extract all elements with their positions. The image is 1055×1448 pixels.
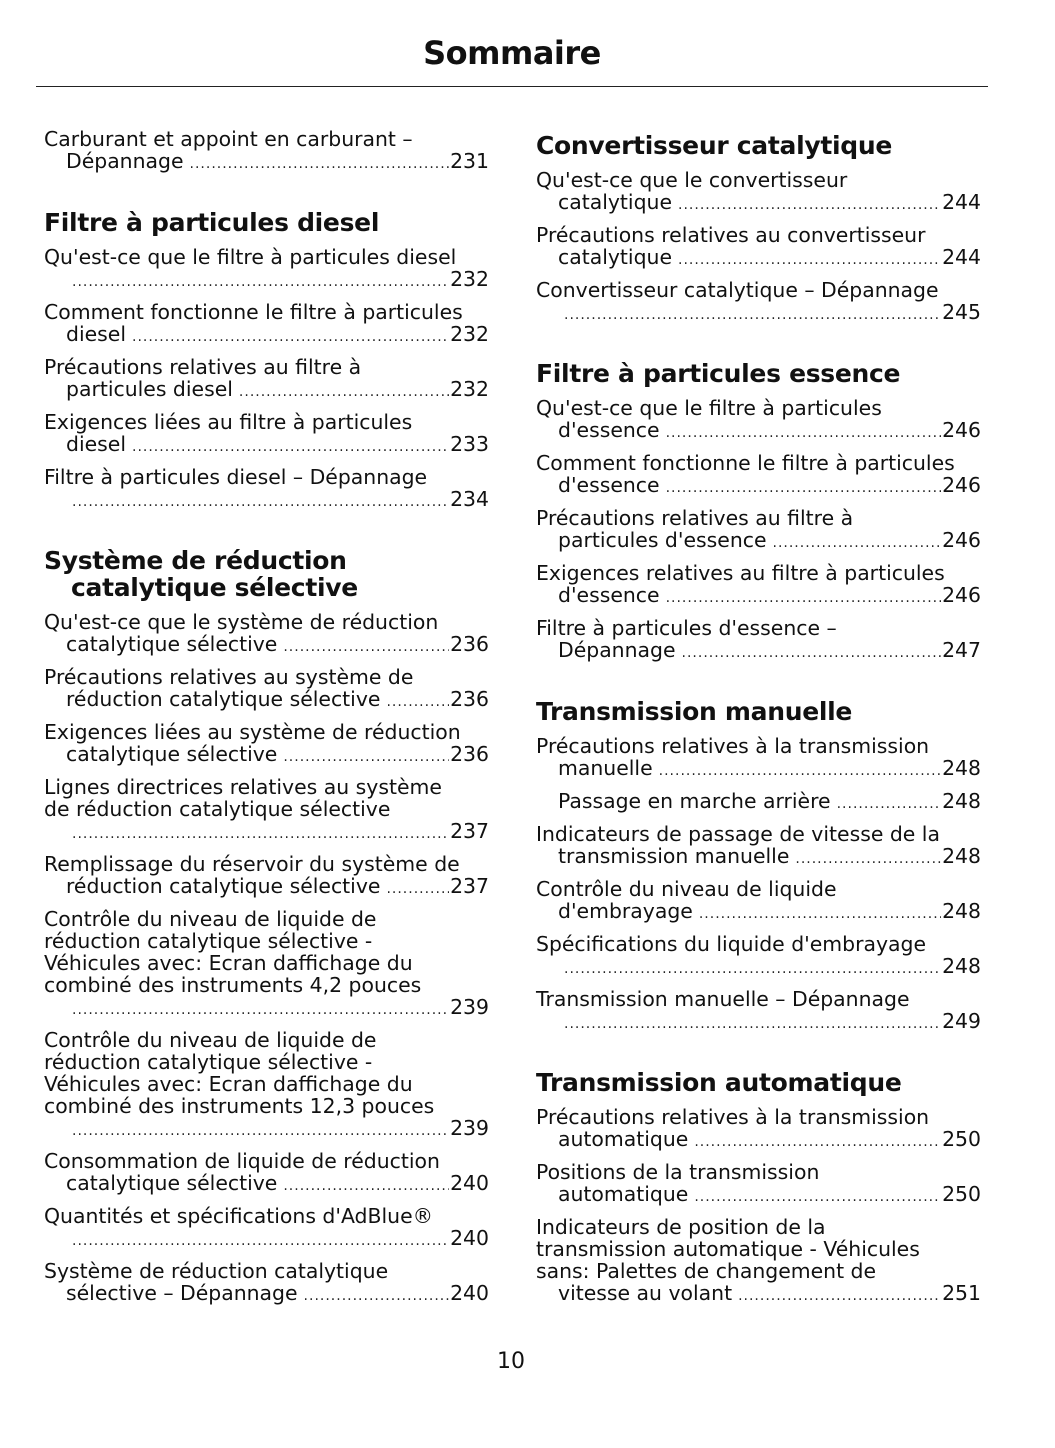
toc-entry-title-line: Précautions relatives au convertisseur: [536, 223, 926, 247]
toc-entry[interactable]: [536, 1216, 981, 1307]
toc-entry-title-tail: réduction catalytique sélective: [66, 874, 381, 898]
toc-entry-page-number[interactable]: 239: [450, 1116, 489, 1140]
toc-entry[interactable]: [536, 279, 981, 326]
toc-entry-page-number[interactable]: 232: [450, 267, 489, 291]
page-number: 10: [497, 1349, 525, 1374]
toc-entry[interactable]: [44, 466, 489, 513]
toc-entry-leader: [558, 790, 981, 815]
toc-entry-leader: [66, 688, 489, 713]
toc-entry[interactable]: [44, 776, 489, 845]
dot-leader: [738, 1285, 941, 1307]
toc-entry-title-line: transmission automatique - Véhicules: [536, 1237, 920, 1261]
dot-leader: [837, 793, 941, 815]
section-heading: Filtre à particules essence: [536, 359, 901, 388]
toc-entry-leader: [66, 996, 489, 1021]
dot-leader: [72, 271, 449, 293]
toc-entry-title-tail: d'embrayage: [558, 899, 693, 923]
dot-leader: [386, 691, 449, 713]
toc-entry-title-tail: catalytique sélective: [66, 742, 278, 766]
toc-entry-page-number[interactable]: 240: [450, 1281, 489, 1305]
toc-entry-page-number[interactable]: 247: [942, 638, 981, 662]
toc-entry[interactable]: [44, 908, 489, 1021]
toc-entry[interactable]: [44, 1260, 489, 1307]
toc-entry-title-tail: catalytique sélective: [66, 632, 278, 656]
toc-entry-leader: [558, 474, 981, 499]
toc-entry[interactable]: [44, 356, 489, 403]
toc-entry-title-line: Indicateurs de position de la: [536, 1215, 826, 1239]
toc-entry-page-number[interactable]: 248: [942, 954, 981, 978]
dot-leader: [72, 1230, 449, 1252]
toc-entry-title-tail: diesel: [66, 322, 126, 346]
toc-entry-page-number[interactable]: 231: [450, 149, 489, 173]
toc-entry-title-line: Qu'est-ce que le système de réduction: [44, 610, 439, 634]
toc-entry-leader: [558, 955, 981, 980]
toc-entry-title-line: Contrôle du niveau de liquide de: [44, 907, 377, 931]
toc-entry-page-number[interactable]: 246: [942, 528, 981, 552]
toc-entry-page-number[interactable]: 248: [942, 756, 981, 780]
toc-entry-page-number[interactable]: 236: [450, 742, 489, 766]
toc-entry-page-number[interactable]: 248: [942, 899, 981, 923]
toc-entry-page-number[interactable]: 250: [942, 1182, 981, 1206]
toc-entry[interactable]: [536, 823, 981, 870]
toc-entry-leader: [558, 845, 981, 870]
toc-entry-leader: [66, 150, 489, 175]
dot-leader: [72, 999, 449, 1021]
toc-entry-leader: [66, 743, 489, 768]
dot-leader: [386, 878, 449, 900]
toc-entry[interactable]: [44, 411, 489, 458]
toc-entry-page-number[interactable]: 239: [450, 995, 489, 1019]
toc-entry[interactable]: [44, 301, 489, 348]
toc-entry-title-tail: automatique: [558, 1182, 689, 1206]
toc-entry[interactable]: [536, 452, 981, 499]
dot-leader: [773, 532, 942, 554]
dot-leader: [564, 1013, 941, 1035]
toc-entry-title-tail: manuelle: [558, 756, 653, 780]
toc-entry-title-line: Qu'est-ce que le convertisseur: [536, 168, 848, 192]
toc-entry[interactable]: [536, 562, 981, 609]
toc-entry-title-line: Système de réduction catalytique: [44, 1259, 389, 1283]
toc-entry-page-number[interactable]: 251: [942, 1281, 981, 1305]
toc-entry-title-line: Contrôle du niveau de liquide de: [44, 1028, 377, 1052]
toc-entry-title-line: Contrôle du niveau de liquide: [536, 877, 837, 901]
toc-entry-title-tail: Dépannage: [66, 149, 184, 173]
toc-entry-leader: [66, 433, 489, 458]
dot-leader: [666, 477, 942, 499]
toc-entry-leader: [558, 301, 981, 326]
toc-entry-title-tail: Passage en marche arrière: [558, 789, 831, 813]
toc-entry-page-number[interactable]: 245: [942, 300, 981, 324]
toc-entry-title-line: Consommation de liquide de réduction: [44, 1149, 440, 1173]
dot-leader: [682, 642, 942, 664]
toc-entry-title-tail: diesel: [66, 432, 126, 456]
toc-entry-title-line: Indicateurs de passage de vitesse de la: [536, 822, 940, 846]
toc-left-column: [44, 128, 489, 1315]
toc-entry-leader: [558, 1010, 981, 1035]
toc-entry[interactable]: [536, 988, 981, 1035]
toc-entry-title-line: réduction catalytique sélective -: [44, 929, 373, 953]
dot-leader: [564, 304, 941, 326]
toc-entry-title-line: réduction catalytique sélective -: [44, 1050, 373, 1074]
toc-entry-title-line: Comment fonctionne le filtre à particules: [44, 300, 463, 324]
dot-leader: [132, 326, 449, 348]
toc-entry[interactable]: [536, 169, 981, 216]
toc-entry-title-line: Convertisseur catalytique – Dépannage: [536, 278, 939, 302]
toc-entry-leader: [66, 820, 489, 845]
toc-entry[interactable]: [44, 1029, 489, 1142]
dot-leader: [304, 1285, 450, 1307]
dot-leader: [659, 760, 941, 782]
toc-entry-title-tail: sélective – Dépannage: [66, 1281, 298, 1305]
toc-entry-leader: [66, 1227, 489, 1252]
toc-entry-page-number[interactable]: 232: [450, 322, 489, 346]
dot-leader: [666, 587, 942, 609]
toc-entry-page-number[interactable]: 236: [450, 632, 489, 656]
toc-entry-title-line: Remplissage du réservoir du système de: [44, 852, 460, 876]
toc-entry-leader: [66, 268, 489, 293]
toc-entry-title-tail: particules diesel: [66, 377, 233, 401]
toc-entry-page-number[interactable]: 240: [450, 1171, 489, 1195]
dot-leader: [699, 903, 941, 925]
toc-entry-title-tail: d'essence: [558, 473, 660, 497]
toc-entry-title-line: Filtre à particules d'essence –: [536, 616, 837, 640]
toc-entry[interactable]: [536, 1106, 981, 1153]
toc-entry-title-line: Transmission manuelle – Dépannage: [536, 987, 910, 1011]
toc-entry-leader: [558, 191, 981, 216]
toc-entry-title-line: Précautions relatives à la transmission: [536, 734, 930, 758]
dot-leader: [72, 1120, 449, 1142]
section-heading: Système de réduction catalytique sélective: [44, 546, 358, 602]
toc-entry-leader: [66, 1172, 489, 1197]
toc-entry-title-tail: Dépannage: [558, 638, 676, 662]
toc-entry-leader: [66, 1117, 489, 1142]
toc-entry-title-line: Quantités et spécifications d'AdBlue®: [44, 1204, 434, 1228]
toc-entry-title-line: Précautions relatives au filtre à: [44, 355, 362, 379]
section-heading: Transmission automatique: [536, 1068, 902, 1097]
toc-entry-leader: [558, 1282, 981, 1307]
toc-entry[interactable]: [44, 128, 489, 175]
toc-entry-title-tail: vitesse au volant: [558, 1281, 733, 1305]
toc-entry-page-number[interactable]: 237: [450, 819, 489, 843]
toc-entry-title-tail: catalytique: [558, 245, 673, 269]
toc-entry-title-line: Filtre à particules diesel – Dépannage: [44, 465, 428, 489]
toc-entry-title-line: Qu'est-ce que le filtre à particules diesel: [44, 245, 457, 269]
toc-entry-page-number[interactable]: 237: [450, 874, 489, 898]
dot-leader: [239, 381, 449, 403]
dot-leader: [72, 823, 449, 845]
toc-entry[interactable]: [536, 224, 981, 271]
toc-entry-page-number[interactable]: 248: [942, 789, 981, 813]
toc-entry-leader: [558, 1128, 981, 1153]
dot-leader: [72, 491, 449, 513]
toc-entry-page-number[interactable]: 232: [450, 377, 489, 401]
toc-entry-leader: [558, 900, 981, 925]
toc-entry[interactable]: [44, 246, 489, 293]
toc-entry-leader: [66, 1282, 489, 1307]
dot-leader: [678, 194, 941, 216]
toc-entry-leader: [558, 419, 981, 444]
toc-entry-page-number[interactable]: 246: [942, 418, 981, 442]
toc-entry-title-tail: catalytique: [558, 190, 673, 214]
toc-entry-title-line: Précautions relatives à la transmission: [536, 1105, 930, 1129]
toc-entry-title-line: Carburant et appoint en carburant –: [44, 127, 413, 151]
toc-entry[interactable]: [44, 721, 489, 768]
toc-entry-title-line: Qu'est-ce que le filtre à particules: [536, 396, 882, 420]
toc-entry[interactable]: [536, 397, 981, 444]
toc-entry-title-line: Exigences liées au système de réduction: [44, 720, 461, 744]
toc-entry-title-line: Lignes directrices relatives au système: [44, 775, 442, 799]
toc-entry[interactable]: [536, 617, 981, 664]
toc-entry-title-line: Positions de la transmission: [536, 1160, 820, 1184]
section-heading: Transmission manuelle: [536, 697, 853, 726]
toc-entry-title-tail: particules d'essence: [558, 528, 767, 552]
toc-right-column: [536, 128, 981, 1315]
toc-entry-title-line: Exigences relatives au filtre à particules: [536, 561, 945, 585]
toc-entry-leader: [558, 639, 981, 664]
toc-entry[interactable]: [536, 735, 981, 782]
toc-entry-page-number[interactable]: 244: [942, 245, 981, 269]
toc-entry-title-line: combiné des instruments 4,2 pouces: [44, 973, 422, 997]
toc-entry[interactable]: [536, 933, 981, 980]
dot-leader: [283, 636, 449, 658]
toc-entry[interactable]: [44, 1205, 489, 1252]
toc-entry[interactable]: [44, 666, 489, 713]
toc-entry[interactable]: [44, 853, 489, 900]
toc-entry-leader: [558, 584, 981, 609]
toc-entry[interactable]: [536, 878, 981, 925]
toc-entry-title-line: Comment fonctionne le filtre à particules: [536, 451, 955, 475]
toc-entry-title-line: Précautions relatives au filtre à: [536, 506, 854, 530]
toc-entry-title-tail: automatique: [558, 1127, 689, 1151]
dot-leader: [190, 153, 450, 175]
dot-leader: [678, 249, 941, 271]
toc-entry-title-tail: transmission manuelle: [558, 844, 790, 868]
toc-entry-title-tail: catalytique sélective: [66, 1171, 278, 1195]
dot-leader: [694, 1186, 941, 1208]
toc-entry-title-line: Précautions relatives au système de: [44, 665, 414, 689]
dot-leader: [564, 958, 941, 980]
toc-entry-leader: [558, 529, 981, 554]
toc-entry-page-number[interactable]: 240: [450, 1226, 489, 1250]
toc-entry-leader: [66, 378, 489, 403]
toc-entry-leader: [66, 488, 489, 513]
toc-entry-leader: [66, 633, 489, 658]
dot-leader: [132, 436, 449, 458]
page-title: Sommaire: [423, 34, 601, 72]
toc-entry[interactable]: [536, 507, 981, 554]
toc-entry-title-tail: d'essence: [558, 583, 660, 607]
dot-leader: [283, 746, 449, 768]
toc-entry[interactable]: [536, 790, 981, 815]
toc-entry-title-line: combiné des instruments 12,3 pouces: [44, 1094, 435, 1118]
toc-entry-page-number[interactable]: 234: [450, 487, 489, 511]
toc-entry-leader: [66, 875, 489, 900]
toc-entry-title-line: Exigences liées au filtre à particules: [44, 410, 413, 434]
dot-leader: [666, 422, 942, 444]
dot-leader: [283, 1175, 449, 1197]
toc-entry-page-number[interactable]: 244: [942, 190, 981, 214]
toc-entry-page-number[interactable]: 246: [942, 583, 981, 607]
toc-entry-title-tail: réduction catalytique sélective: [66, 687, 381, 711]
toc-entry-title-tail: d'essence: [558, 418, 660, 442]
toc-entry-title-line: de réduction catalytique sélective: [44, 797, 391, 821]
toc-entry-page-number[interactable]: 236: [450, 687, 489, 711]
toc-entry[interactable]: [536, 1161, 981, 1208]
toc-entry-page-number[interactable]: 249: [942, 1009, 981, 1033]
title-divider: [36, 86, 988, 87]
section-heading: Convertisseur catalytique: [536, 131, 893, 160]
toc-entry-title-line: sans: Palettes de changement de: [536, 1259, 877, 1283]
toc-entry[interactable]: [44, 1150, 489, 1197]
toc-entry-page-number[interactable]: 248: [942, 844, 981, 868]
toc-entry-title-line: Spécifications du liquide d'embrayage: [536, 932, 927, 956]
toc-entry-title-line: Véhicules avec: Ecran daffichage du: [44, 951, 413, 975]
toc-entry[interactable]: [44, 611, 489, 658]
toc-entry-leader: [558, 1183, 981, 1208]
toc-entry-title-line: Véhicules avec: Ecran daffichage du: [44, 1072, 413, 1096]
dot-leader: [795, 848, 941, 870]
dot-leader: [694, 1131, 941, 1153]
toc-entry-page-number[interactable]: 250: [942, 1127, 981, 1151]
toc-entry-page-number[interactable]: 246: [942, 473, 981, 497]
toc-entry-leader: [66, 323, 489, 348]
toc-entry-leader: [558, 246, 981, 271]
toc-entry-page-number[interactable]: 233: [450, 432, 489, 456]
section-heading: Filtre à particules diesel: [44, 208, 380, 237]
toc-entry-leader: [558, 757, 981, 782]
